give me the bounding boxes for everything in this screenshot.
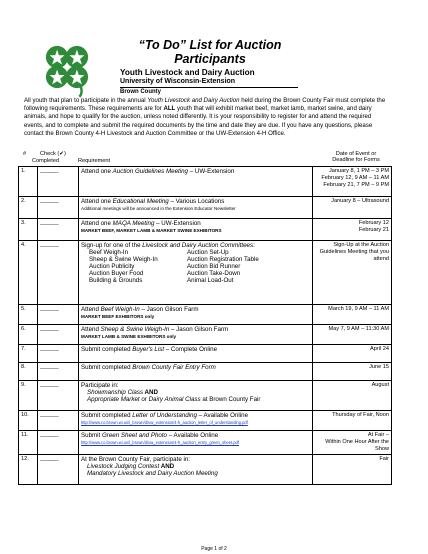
requirement-suffix: – UW-Extension xyxy=(154,220,201,227)
exhibitor-restriction: MARKET LAMB & SWINE EXHIBITORS only xyxy=(81,334,177,339)
committee-item: Beef Weigh-In xyxy=(89,249,129,256)
committee-list xyxy=(81,249,310,284)
row-number: 2. xyxy=(19,197,38,219)
deadline-line: Sign-Up at the Auction Guidelines Meeting that you attend xyxy=(319,242,389,262)
deadline-line: January 8, 1 PM – 3 PM xyxy=(328,168,389,174)
requirement-italic: Buyer's List xyxy=(132,346,165,353)
requirement-cell xyxy=(79,431,313,455)
requirement-text: Participate in: xyxy=(81,382,119,389)
requirement-cell xyxy=(79,241,313,305)
intro-paragraph xyxy=(24,97,390,138)
page-footer: Page 1 of 2 xyxy=(201,546,227,552)
intro-bold: ALL xyxy=(163,105,176,113)
requirement-italic: Educational Meeting xyxy=(112,198,169,205)
table-row xyxy=(19,345,392,363)
event-and: AND xyxy=(143,389,158,396)
header-check: Check (✔) xyxy=(40,151,66,157)
deadline-line: May 7, 9 AM – 11:30 AM xyxy=(328,326,389,332)
requirement-suffix: – Jason Gilson Farm xyxy=(169,326,229,333)
requirement-text: Attend xyxy=(81,326,101,333)
requirement-suffix: – Complete Online xyxy=(164,346,218,353)
deadline-line: June 15 xyxy=(369,364,389,370)
requirement-cell xyxy=(79,167,313,197)
deadline-cell xyxy=(313,411,392,431)
table-row xyxy=(19,363,392,381)
document-header xyxy=(120,38,360,95)
org-name: University of Wisconsin-Extension xyxy=(120,78,236,85)
requirement-text: Attend one xyxy=(81,220,113,227)
requirement-text: Attend one xyxy=(81,198,113,205)
committee-item: Auction Registration Table xyxy=(187,256,259,263)
requirement-italic: MAQA Meeting xyxy=(112,220,155,227)
deadline-line: At Fair – xyxy=(367,432,389,438)
deadline-cell xyxy=(313,431,392,455)
requirement-italic: Beef Weigh-In xyxy=(100,306,140,313)
deadline-line: Fair xyxy=(379,456,389,462)
completed-blank[interactable]: ______ xyxy=(38,363,79,381)
requirement-text: Submit completed xyxy=(81,364,133,371)
event-italic: Dairy Animal Class xyxy=(148,396,201,403)
header-completed: Completed xyxy=(32,158,60,164)
row-number: 10. xyxy=(19,411,38,431)
requirement-text: Attend xyxy=(81,306,101,313)
deadline-cell xyxy=(313,167,392,197)
requirement-cell xyxy=(79,325,313,345)
table-row xyxy=(19,241,392,305)
requirement-cell xyxy=(79,305,313,325)
requirement-cell xyxy=(79,381,313,411)
intro-text-3: youth that will exhibit market beef, market lamb, market swine, and dairy animals, and hope to qualify for the auction, unless noted differently. It is your responsibility to register for and attend the required events, and to complete and submit the required documents by the time and date they are due. If you have any questions, please contact the Brown County 4-H Livestock and Auction Committee or the UW-Extension 4-H Office. xyxy=(24,105,373,137)
row-number: 8. xyxy=(19,363,38,381)
requirement-suffix: – UW-Extension xyxy=(187,168,235,175)
completed-blank[interactable]: ______ xyxy=(38,219,79,241)
requirement-note: Additional meetings will be announced in the Extension Educator Newsletter xyxy=(81,206,236,211)
requirement-cell xyxy=(79,363,313,381)
requirement-cell xyxy=(79,455,313,485)
deadline-cell xyxy=(313,363,392,381)
requirement-italic: Auction Guidelines Meeting xyxy=(112,168,188,175)
requirement-suffix: – Available Online xyxy=(196,412,249,419)
subtitle: Youth Livestock and Dairy Auction xyxy=(120,68,255,77)
deadline-line: February 21 xyxy=(358,227,389,233)
requirements-table xyxy=(18,166,392,485)
requirement-text: Attend one xyxy=(81,168,113,175)
table-row xyxy=(19,197,392,219)
requirement-cell xyxy=(79,411,313,431)
row-number: 1. xyxy=(19,167,38,197)
requirement-italic: Sheep & Swine Weigh-In xyxy=(100,326,170,333)
deadline-line: February 21, 7 PM – 9 PM xyxy=(323,182,389,188)
deadline-cell xyxy=(313,305,392,325)
deadline-cell xyxy=(313,219,392,241)
event-italic: Mandatory Livestock and Dairy Auction Meeting xyxy=(87,470,218,477)
event-italic: Showmanship Class xyxy=(87,389,144,396)
row-number: 3. xyxy=(19,219,38,241)
committee-item: Sheep & Swine Weigh-In xyxy=(89,256,158,263)
requirement-text: Submit xyxy=(81,432,102,439)
deadline-cell xyxy=(313,197,392,219)
requirement-text: Sign-up for one of the xyxy=(81,242,143,249)
intro-text-2: held during the Brown County Fair must complete the following requirements. These requirements are for xyxy=(24,97,386,113)
completed-blank[interactable]: ______ xyxy=(38,455,79,485)
requirement-suffix: – Available Online xyxy=(167,432,219,439)
table-row xyxy=(19,455,392,485)
requirement-cell xyxy=(79,197,313,219)
committee-item: Auction Take-Down xyxy=(187,270,241,277)
requirement-italic: Letter of Understanding xyxy=(132,412,197,419)
deadline-line: Thursday of Fair, Noon xyxy=(332,412,389,418)
row-number: 5. xyxy=(19,305,38,325)
event-italic: Appropriate Market xyxy=(87,396,140,403)
row-number: 9. xyxy=(19,381,38,411)
requirement-suffix: : xyxy=(253,242,255,249)
deadline-line: August xyxy=(371,382,389,388)
requirement-suffix: – Jason Gilson Farm xyxy=(139,306,199,313)
event-and: AND xyxy=(159,463,175,470)
deadline-line: February 12 xyxy=(358,220,389,226)
deadline-cell xyxy=(313,325,392,345)
row-number: 12. xyxy=(19,455,38,485)
deadline-cell xyxy=(313,345,392,363)
completed-blank[interactable]: ______ xyxy=(38,431,79,455)
committee-item: Auction Bid Runner xyxy=(187,263,241,270)
completed-blank[interactable]: ______ xyxy=(38,241,79,305)
deadline-line: Within One Hour After the Show xyxy=(325,439,389,452)
intro-italic: Youth Livestock and Dairy Auction xyxy=(147,97,240,104)
deadline-line: April 24 xyxy=(370,346,389,352)
requirement-cell xyxy=(79,219,313,241)
requirement-cell xyxy=(79,345,313,363)
row-number: 7. xyxy=(19,345,38,363)
header-deadline: Date of Event or Deadline for Forms xyxy=(332,151,380,163)
completed-blank[interactable]: ______ xyxy=(38,197,79,219)
header-rule xyxy=(120,87,298,88)
committee-item: Building & Grounds xyxy=(89,277,143,284)
deadline-cell xyxy=(313,241,392,305)
completed-blank[interactable]: ______ xyxy=(38,411,79,431)
requirement-italic: Green Sheet and Photo xyxy=(101,432,168,439)
committee-item: Auction Buyer Food xyxy=(89,270,144,277)
committee-item: Auction Set-Up xyxy=(187,249,229,256)
exhibitor-restriction: MARKET BEEF EXHIBITORS only xyxy=(81,314,155,319)
table-row xyxy=(19,167,392,197)
table-row xyxy=(19,381,392,411)
requirement-text: At the Brown County Fair, participate in: xyxy=(81,456,191,463)
4h-clover-logo xyxy=(36,36,98,98)
requirement-text: Submit completed xyxy=(81,346,133,353)
row-number: 11. xyxy=(19,431,38,455)
requirement-text: Submit completed xyxy=(81,412,133,419)
completed-blank[interactable]: ______ xyxy=(38,325,79,345)
completed-blank[interactable]: ______ xyxy=(38,305,79,325)
header-requirement: Requirement xyxy=(78,158,111,164)
exhibitor-restriction: MARKET BEEF, MARKET LAMB & MARKET SWINE EXHIBITORS xyxy=(81,228,222,233)
deadline-cell xyxy=(313,381,392,411)
deadline-line: January 8 – Ultrasound xyxy=(331,198,389,204)
county-name: Brown County xyxy=(120,89,161,95)
table-row xyxy=(19,305,392,325)
table-row xyxy=(19,411,392,431)
header-num: # xyxy=(23,151,27,157)
event-italic: Livestock Judging Contest xyxy=(87,463,160,470)
table-row xyxy=(19,219,392,241)
requirement-italic: Livestock and Dairy Auction Committees xyxy=(142,242,254,249)
intro-text-1: All youth that plan to participate in the annual xyxy=(24,97,148,104)
completed-blank[interactable]: ______ xyxy=(38,381,79,411)
completed-blank[interactable]: ______ xyxy=(38,345,79,363)
event-or: or xyxy=(139,396,149,403)
requirement-suffix: – Various Locations xyxy=(168,198,225,205)
table-row xyxy=(19,431,392,455)
committee-item: Animal Load-Out xyxy=(187,277,234,284)
completed-blank[interactable]: ______ xyxy=(38,167,79,197)
deadline-line: February 12, 9 AM – 11 AM xyxy=(321,175,389,181)
form-link[interactable]: http://www.co.brown.wi.us/i_brown/d/uw_extension/4-h_auction_entry_green_sheet.pdf xyxy=(81,440,239,445)
form-link[interactable]: http://www.co.brown.wi.us/i_brown/d/uw_extension/4-h_auction_letter_of_understanding.pdf xyxy=(81,420,248,425)
row-number: 6. xyxy=(19,325,38,345)
event-suffix: at Brown County Fair xyxy=(200,396,261,403)
committee-item: Auction Publicity xyxy=(89,263,135,270)
page-title: “To Do” List for Auction Participants xyxy=(138,38,282,66)
deadline-cell xyxy=(313,455,392,485)
requirement-italic: Brown County Fair Entry Form xyxy=(132,364,216,371)
deadline-line: March 19, 9 AM – 11 AM xyxy=(328,306,389,312)
row-number: 4. xyxy=(19,241,38,305)
table-row xyxy=(19,325,392,345)
